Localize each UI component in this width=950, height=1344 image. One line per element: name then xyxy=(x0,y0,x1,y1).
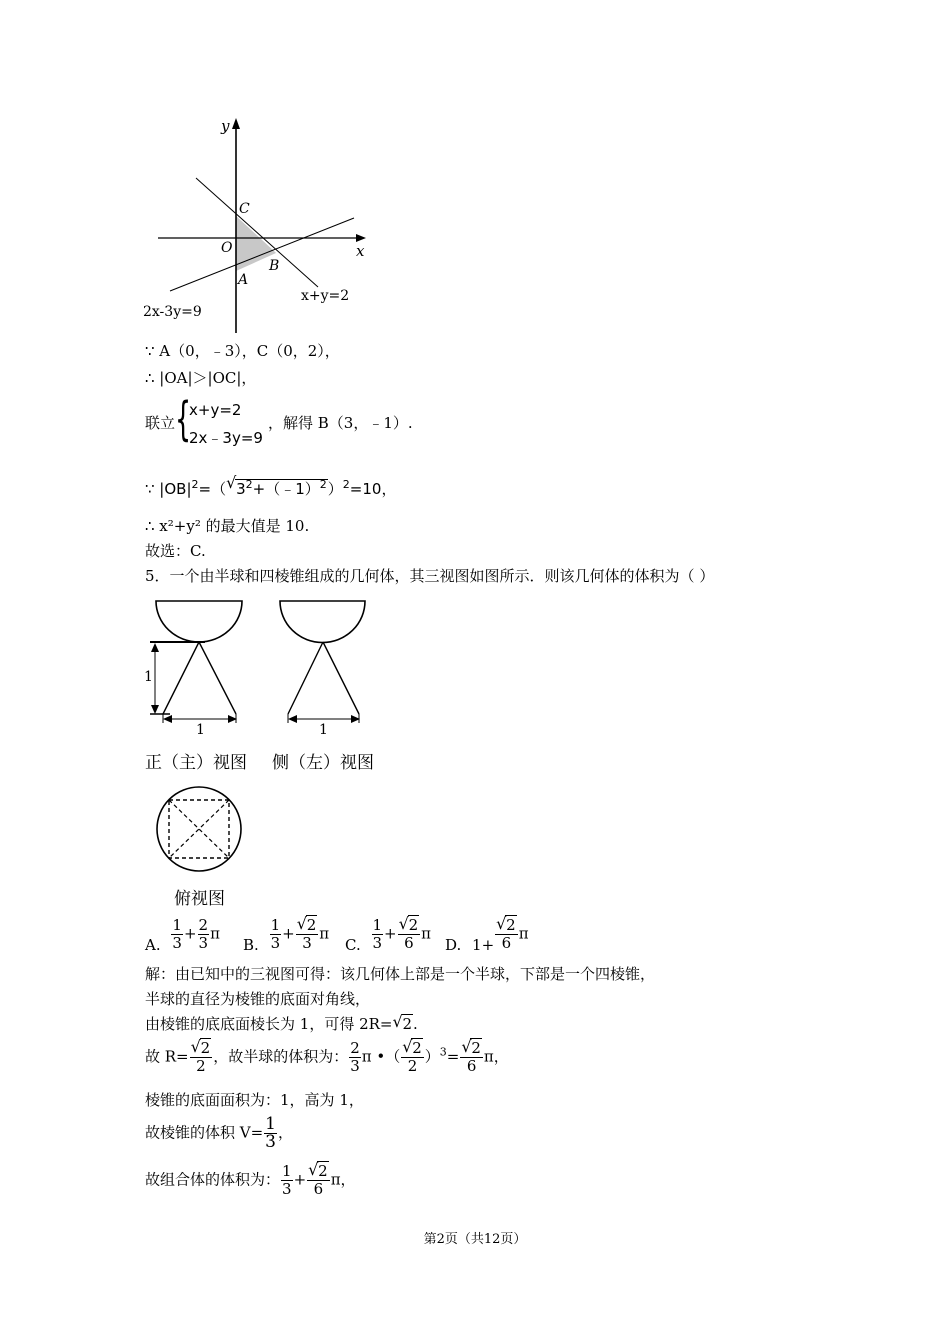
dim-height-label: 1 xyxy=(144,669,153,685)
sol4-system-suffix: ，解得 B（3，﹣1）. xyxy=(268,414,413,432)
x-axis-label: x xyxy=(356,242,365,260)
ob-expr: ∵ |OB| xyxy=(145,480,192,498)
sol5-line7: 故组合体的体积为： $\frac{1}{3}$ + √ 2 6 π， xyxy=(145,1160,356,1198)
dim-width-label-front: 1 xyxy=(196,722,205,738)
option-b[interactable]: B. $\frac{1}{3}$ + √ 2 3 π xyxy=(243,914,330,954)
sol4-line2: ∴ |OA|＞|OC|， xyxy=(145,369,257,387)
sys-eq1: x+y=2 xyxy=(189,401,242,419)
brace: { xyxy=(175,392,192,446)
sol5-line6: 故棱锥的体积 V= $\frac{1}{3}$ ， xyxy=(145,1114,294,1152)
point-b-label: B xyxy=(269,258,280,274)
point-a-label: A xyxy=(238,272,249,288)
sol5-line2: 半球的直径为棱锥的底面对角线， xyxy=(145,990,371,1008)
eq-result: =10， xyxy=(349,480,397,498)
sol4-line6: 故选：C. xyxy=(145,542,206,560)
top-view xyxy=(150,785,250,875)
option-d[interactable]: D. 1+ √ 2 6 π xyxy=(445,914,529,954)
sol4-system-prefix: 联立 xyxy=(145,414,176,432)
point-c-label: C xyxy=(239,201,250,217)
page-footer: 第2页（共12页） xyxy=(423,1232,527,1247)
eq-close: ） xyxy=(327,480,343,498)
y-axis-label: y xyxy=(221,117,230,135)
ob-sup: 2 xyxy=(191,478,199,491)
top-view-caption: 俯视图 xyxy=(174,889,225,909)
front-view-caption: 正（主）视图 xyxy=(145,753,247,773)
coordinate-graph xyxy=(140,112,380,337)
side-view-caption: 侧（左）视图 xyxy=(272,753,374,773)
line1-label: x+y=2 xyxy=(301,288,350,304)
option-a[interactable]: A. $\frac{1}{3}$ + $\frac{2}{3}$ π xyxy=(145,916,220,954)
x-axis-arrow xyxy=(356,234,366,242)
sol5-line3: 由棱锥的底底面棱长为 1，可得 2R= √ 2. xyxy=(145,1012,418,1033)
sol4-line5: ∴ x²+y² 的最大值是 10. xyxy=(145,517,310,535)
y-axis-arrow xyxy=(232,118,240,129)
front-view xyxy=(140,595,250,740)
sol4-line1: ∵ A（0，﹣3），C（0，2）， xyxy=(145,342,340,360)
origin-label: O xyxy=(221,240,233,256)
sol5-line5: 棱锥的底面面积为：1，高为 1， xyxy=(145,1091,364,1109)
sys-eq2: 2x﹣3y=9 xyxy=(189,429,263,447)
q5-stem: 5．一个由半球和四棱锥组成的几何体，其三视图如图所示．则该几何体的体积为（ ） xyxy=(145,567,715,585)
side-view xyxy=(270,595,380,740)
line2-label: 2x-3y=9 xyxy=(143,304,202,320)
dim-width-label-side: 1 xyxy=(319,722,328,738)
sol4-line4 xyxy=(145,475,396,499)
sqrt-expr: √ $3^2+(﹣1)^2$ xyxy=(226,473,327,498)
line-2x-minus-3y xyxy=(170,218,354,291)
outer-sup: 2 xyxy=(342,478,350,491)
sol5-line1: 解：由已知中的三视图可得：该几何体上部是一个半球，下部是一个四棱锥， xyxy=(145,965,656,983)
option-c[interactable]: C. $\frac{1}{3}$ + √ 2 6 π xyxy=(345,914,432,954)
sol5-line4: 故 R= √ 2 2 ，故半球的体积为： $\frac{2}{3}$ π •（ √ 2 2 ）$^3$= √ 2 6 π， xyxy=(145,1037,509,1075)
eq-open: =（ xyxy=(198,480,227,498)
line-x-plus-y xyxy=(196,178,318,287)
